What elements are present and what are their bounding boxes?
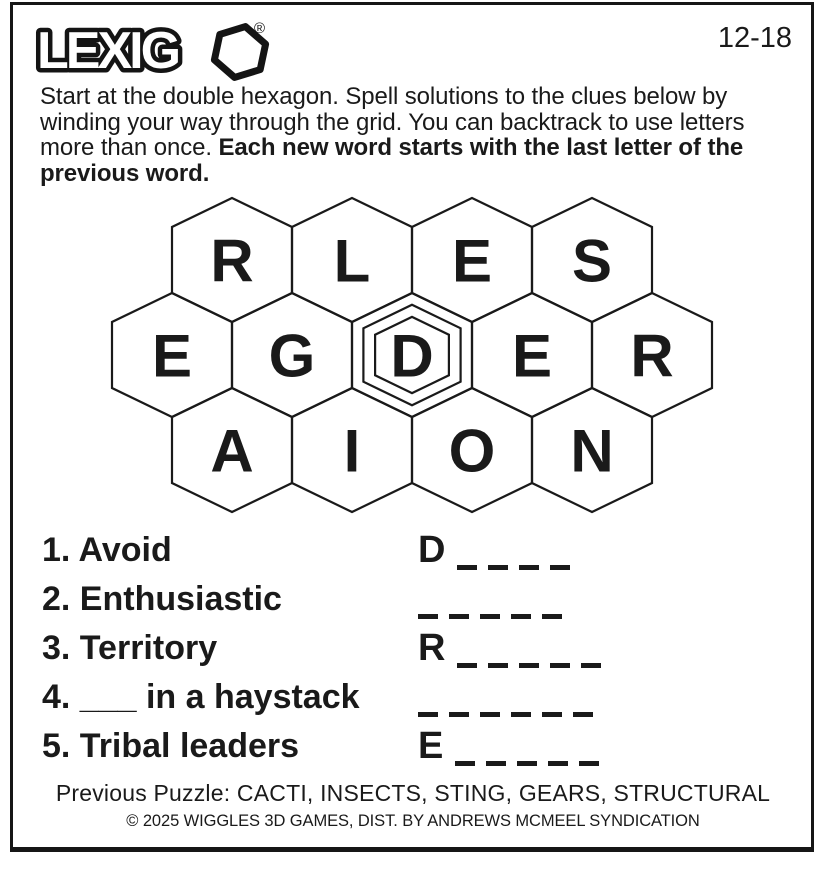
instruction-segment: Start at the double hexagon. Spell solutions to the clues below by <box>40 83 728 110</box>
answer-blank <box>488 663 508 668</box>
answer-blank <box>480 614 500 619</box>
answer-blank <box>550 663 570 668</box>
clue-answer <box>418 577 573 621</box>
instruction-segment: Each new word starts with the last letter of the <box>218 134 744 162</box>
hex-letter: O <box>448 417 496 485</box>
hex-letter: I <box>343 417 361 485</box>
answer-blank <box>542 712 562 717</box>
answer-blank <box>511 614 531 619</box>
clue-label: 4. ___ in a haystack <box>42 678 360 716</box>
hex-letter: E <box>151 322 193 390</box>
clue-answer <box>418 626 612 670</box>
clue-row-5 <box>0 724 836 768</box>
clue-label: 3. Territory <box>42 629 218 667</box>
answer-blank <box>542 614 562 619</box>
answer-blank <box>511 712 531 717</box>
instruction-segment: previous word. <box>40 159 210 187</box>
hex-letter: E <box>511 322 553 390</box>
clue-label: 1. Avoid <box>42 531 172 569</box>
hex-letter: N <box>570 417 614 485</box>
answer-blank <box>488 565 508 570</box>
answer-blank <box>418 712 438 717</box>
clue-answer <box>418 724 610 768</box>
answer-blank <box>548 761 568 766</box>
hex-letter: E <box>451 227 493 295</box>
answer-starting-letter: R <box>418 627 446 669</box>
hex-letter: L <box>333 227 371 295</box>
answer-blank <box>581 663 601 668</box>
answer-blank <box>457 565 477 570</box>
clue-row-1 <box>0 528 836 572</box>
hex-letter: A <box>210 417 254 485</box>
answer-blank <box>418 614 438 619</box>
clue-label: 2. Enthusiastic <box>42 580 282 618</box>
registered-trademark: ® <box>254 20 266 37</box>
answer-starting-letter: D <box>418 529 446 571</box>
clue-row-3 <box>0 626 836 670</box>
logo-wordmark: LEXIG <box>37 22 179 80</box>
answer-blank <box>486 761 506 766</box>
hex-letter: R <box>210 227 254 295</box>
puzzle-date: 12-18 <box>717 22 792 54</box>
hex-letter: R <box>630 322 674 390</box>
clue-row-4 <box>0 675 836 719</box>
answer-blank <box>457 663 477 668</box>
answer-blank <box>517 761 537 766</box>
hex-letter: S <box>571 227 613 295</box>
hex-letter: D <box>390 322 434 390</box>
answer-blank <box>519 663 539 668</box>
clue-answer <box>418 675 604 719</box>
clue-label: 5. Tribal leaders <box>42 727 300 765</box>
hex-letter: G <box>268 322 316 390</box>
copyright-line: © 2025 WIGGLES 3D GAMES, DIST. BY ANDREWS MCMEEL SYNDICATION <box>126 812 700 830</box>
instruction-segment: more than once. <box>40 134 219 162</box>
answer-blank <box>455 761 475 766</box>
answer-blank <box>519 565 539 570</box>
answer-blank <box>480 712 500 717</box>
answer-starting-letter: E <box>418 725 444 767</box>
answer-blank <box>550 565 570 570</box>
previous-puzzle-answers: Previous Puzzle: CACTI, INSECTS, STING, GEARS, STRUCTURAL <box>55 780 771 806</box>
answer-blank <box>573 712 593 717</box>
answer-blank <box>449 614 469 619</box>
clue-row-2 <box>0 577 836 621</box>
clue-answer <box>418 528 581 572</box>
answer-blank <box>449 712 469 717</box>
answer-blank <box>579 761 599 766</box>
instruction-segment: winding your way through the grid. You can backtrack to use letters <box>40 108 745 136</box>
